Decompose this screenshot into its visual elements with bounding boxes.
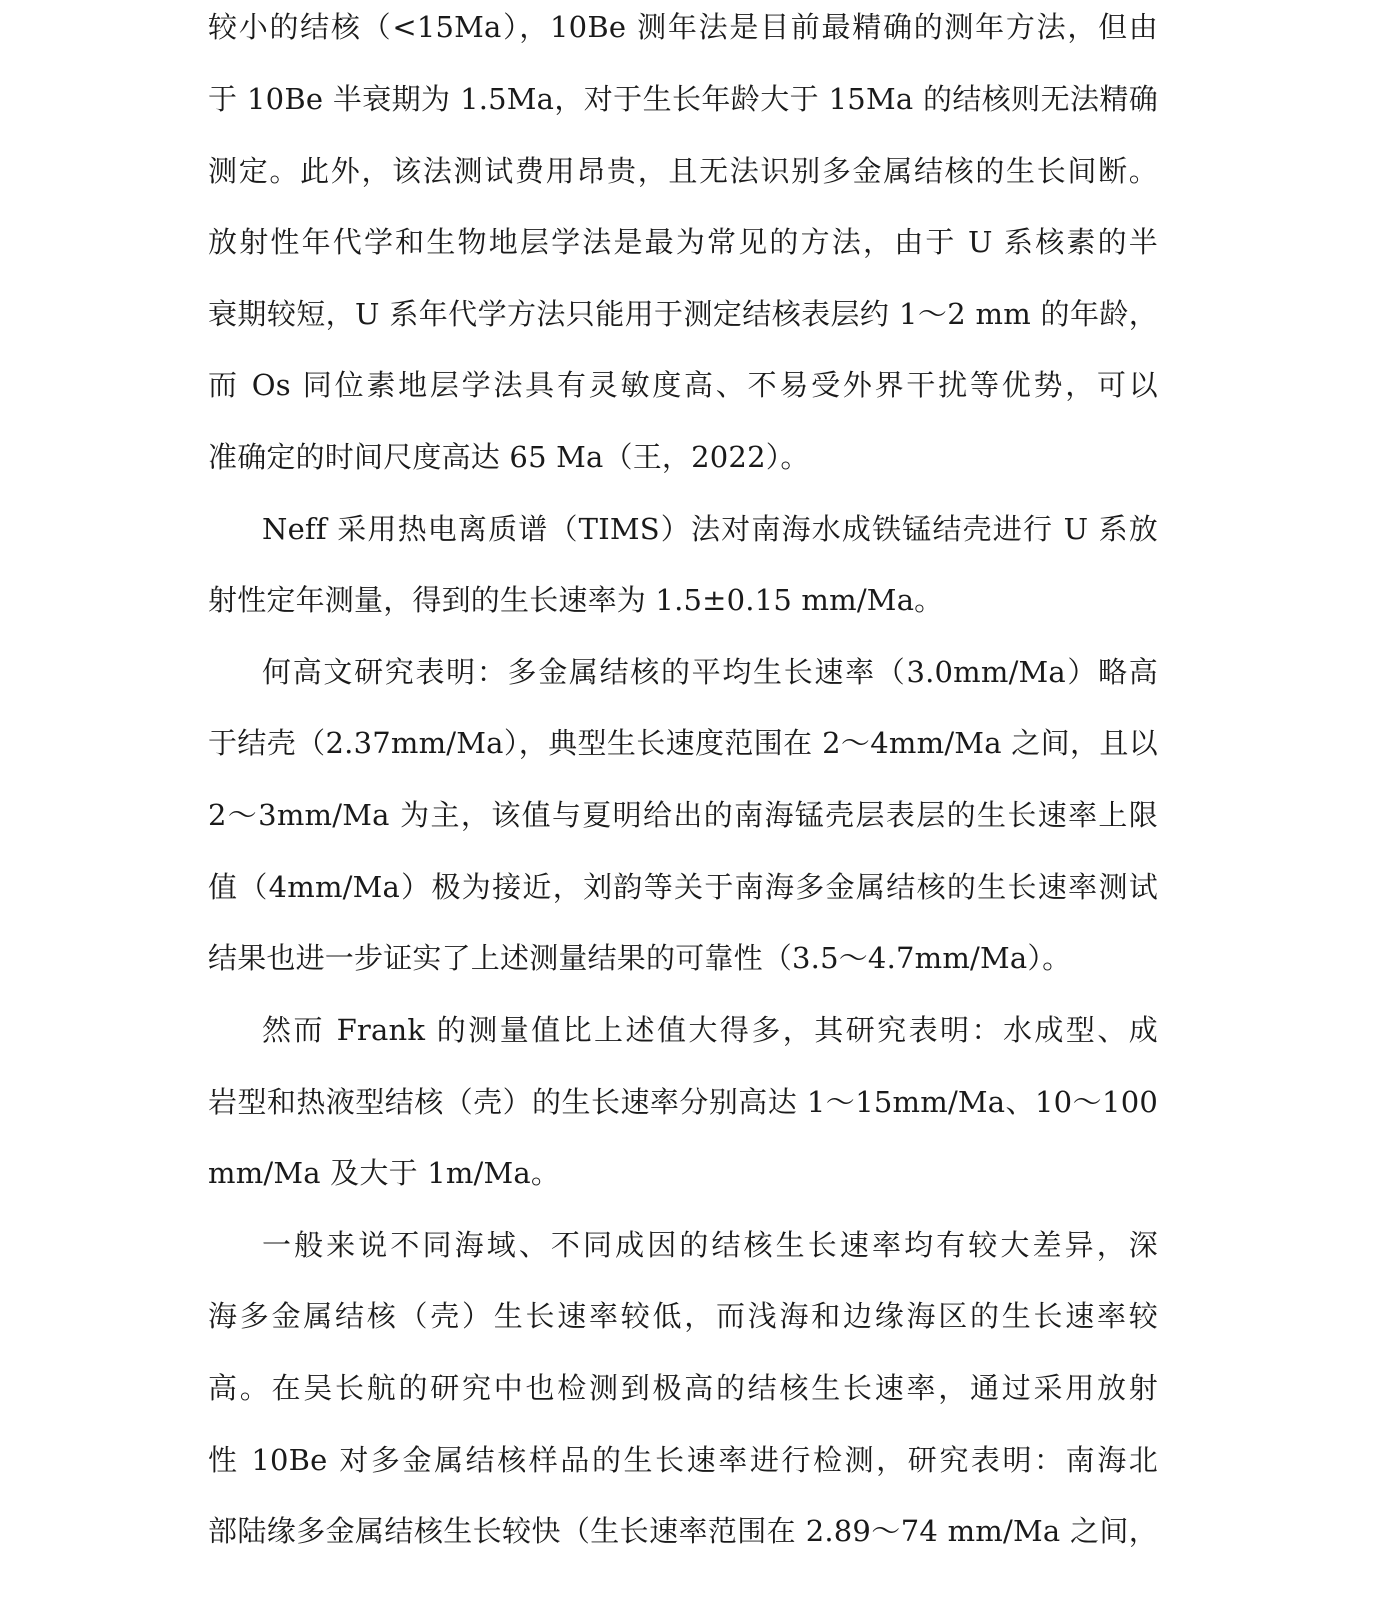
- text-line: mm/Ma 及大于 1m/Ma。: [208, 1156, 561, 1190]
- text-line: 测定。此外，该法测试费用昂贵，且无法识别多金属结核的生长间断。: [208, 154, 1158, 188]
- text-line: 高。在吴长航的研究中也检测到极高的结核生长速率，通过采用放射: [208, 1371, 1158, 1405]
- text-line: 岩型和热液型结核（壳）的生长速率分别高达 1～15mm/Ma、10～100: [208, 1085, 1158, 1119]
- text-line: 海多金属结核（壳）生长速率较低，而浅海和边缘海区的生长速率较: [208, 1299, 1158, 1333]
- paragraph-first-line: 一般来说不同海域、不同成因的结核生长速率均有较大差异，深: [262, 1228, 1158, 1262]
- text-line: 射性定年测量，得到的生长速率为 1.5±0.15 mm/Ma。: [208, 583, 944, 617]
- text-line: 放射性年代学和生物地层学法是最为常见的方法，由于 U 系核素的半: [208, 225, 1158, 259]
- text-line: 部陆缘多金属结核生长较快（生长速率范围在 2.89～74 mm/Ma 之间，: [208, 1514, 1158, 1548]
- text-line: 准确定的时间尺度高达 65 Ma（王，2022）。: [208, 440, 810, 474]
- text-line: 值（4mm/Ma）极为接近，刘韵等关于南海多金属结核的生长速率测试: [208, 870, 1158, 904]
- paragraph-first-line: 何高文研究表明：多金属结核的平均生长速率（3.0mm/Ma）略高: [262, 655, 1158, 689]
- text-line: 较小的结核（<15Ma），10Be 测年法是目前最精确的测年方法，但由: [208, 10, 1158, 44]
- text-line: 结果也进一步证实了上述测量结果的可靠性（3.5～4.7mm/Ma）。: [208, 941, 1072, 975]
- text-line: 而 Os 同位素地层学法具有灵敏度高、不易受外界干扰等优势，可以: [208, 368, 1158, 402]
- text-line: 性 10Be 对多金属结核样品的生长速率进行检测，研究表明：南海北: [208, 1443, 1158, 1477]
- paragraph-first-line: Neff 采用热电离质谱（TIMS）法对南海水成铁锰结壳进行 U 系放: [262, 512, 1158, 546]
- text-line: 于 10Be 半衰期为 1.5Ma，对于生长年龄大于 15Ma 的结核则无法精确: [208, 82, 1158, 116]
- text-line: 于结壳（2.37mm/Ma），典型生长速度范围在 2～4mm/Ma 之间，且以: [208, 726, 1158, 760]
- text-line: 衰期较短，U 系年代学方法只能用于测定结核表层约 1～2 mm 的年龄，: [208, 297, 1158, 331]
- paragraph-first-line: 然而 Frank 的测量值比上述值大得多，其研究表明：水成型、成: [262, 1013, 1158, 1047]
- text-line: 2～3mm/Ma 为主，该值与夏明给出的南海锰壳层表层的生长速率上限: [208, 798, 1158, 832]
